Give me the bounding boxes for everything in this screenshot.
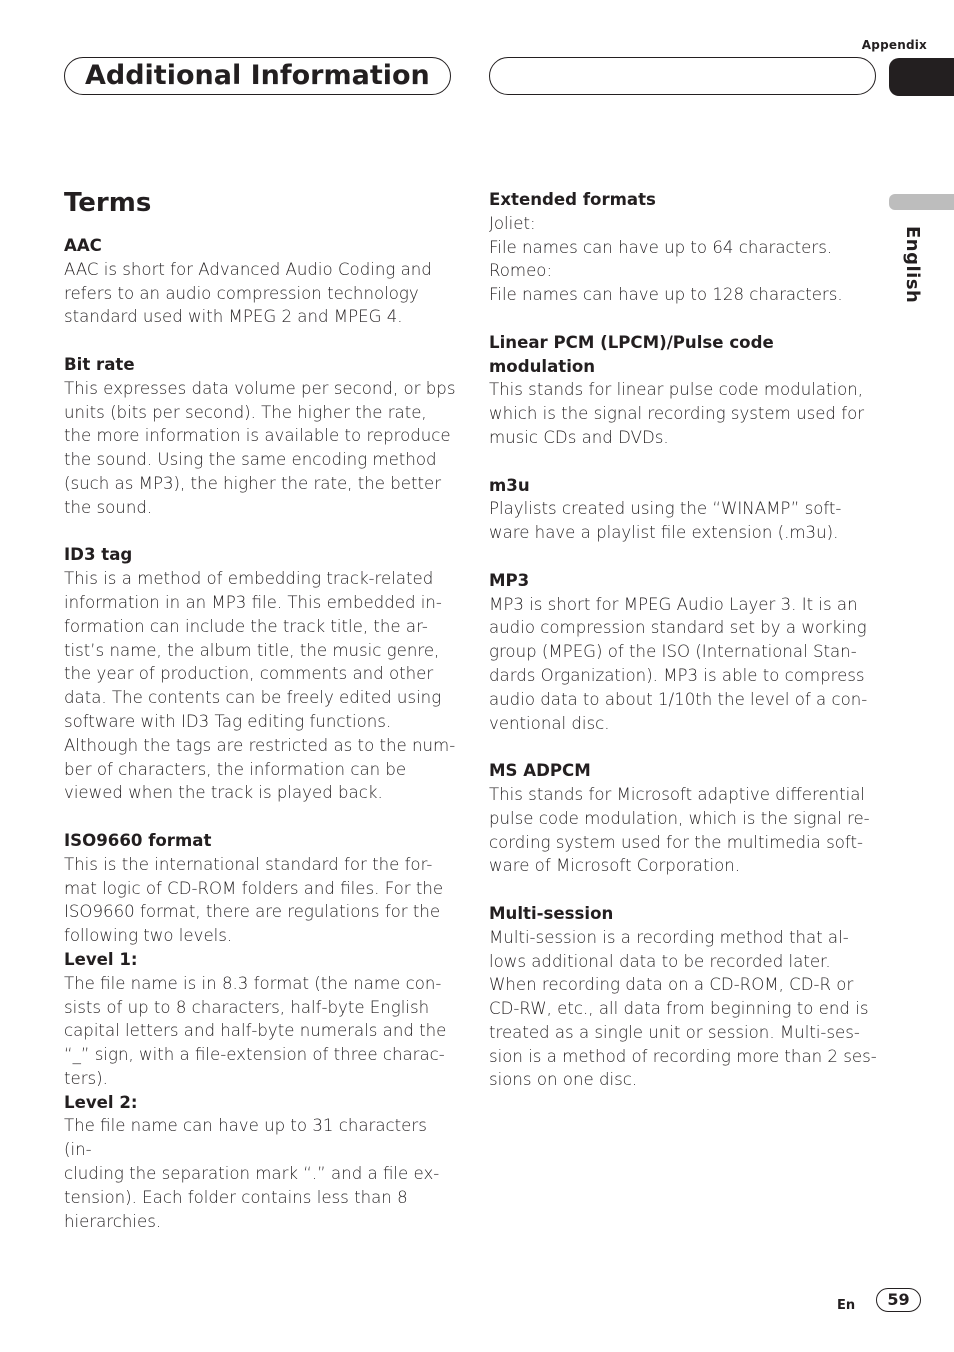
term-title: MP3 — [489, 570, 530, 590]
term-id3-tag — [64, 543, 456, 805]
term-title: Bit rate — [64, 354, 135, 374]
term-title: MS ADPCM — [489, 761, 591, 781]
term-text: Multi-session is a recording method that al- lows additional data to be recorded later. When recording data on a CD-ROM, CD-R or CD-RW, etc., all data from beginning to end is treated as a single unit or session. Multi-ses- sion is a method of recording more than 2 ses- sions on one disc. — [489, 927, 877, 1090]
section-title: Additional Information — [85, 60, 430, 91]
footer-language-code: En — [837, 1298, 856, 1313]
term-bit-rate — [64, 353, 456, 520]
term-text: This expresses data volume per second, or bps units (bits per second). The higher the rate, the more information is available to reproduce the sound. Using the same encoding method (such as MP3), the higher the rate, the better the sound. — [64, 378, 456, 517]
appendix-label: Appendix — [861, 38, 927, 52]
term-title: AAC — [64, 236, 102, 255]
term-mp3 — [489, 569, 881, 736]
term-title: Linear PCM (LPCM)/Pulse code modulation — [489, 332, 774, 376]
term-text: Playlists created using the “WINAMP” soft- ware have a playlist file extension (.m3u). — [489, 499, 842, 543]
term-m3u — [489, 474, 881, 545]
right-column — [489, 188, 881, 1116]
term-aac — [64, 234, 456, 329]
term-ms-adpcm — [489, 759, 881, 878]
term-extended-formats — [489, 188, 881, 307]
left-column — [64, 188, 456, 1257]
term-text: AAC is short for Advanced Audio Coding and refers to an audio compression technology standard used with MPEG 2 and MPEG 4. — [64, 259, 432, 327]
term-text: MP3 is short for MPEG Audio Layer 3. It is an audio compression standard set by a working group (MPEG) of the ISO (International Stan- dards Organization). MP3 is able to compress audio data to about 1/10th the level of a con- ventional disc. — [489, 594, 868, 733]
term-iso9660 — [64, 829, 456, 1234]
page-number: 59 — [876, 1288, 921, 1312]
header-empty-pill — [489, 57, 876, 95]
term-linear-pcm — [489, 331, 881, 450]
term-text: This is a method of embedding track-related information in an MP3 file. This embedded in- formation can include the track title, the ar- tist’s name, the album title, the music genre, the year of production, comments and other data. The contents can be freely edited using software with ID3 Tag editing functions. Although the tags are restricted as to the num- ber of characters, the information can be viewed when the track is played back. — [64, 569, 456, 803]
term-title: Extended formats — [489, 190, 656, 209]
term-text: Joliet: File names can have up to 64 characters. Romeo: File names can have up to 128 characters. — [489, 213, 843, 305]
term-multi-session — [489, 902, 881, 1092]
term-text: This stands for linear pulse code modulation, which is the signal recording system used for music CDs and DVDs. — [489, 380, 865, 447]
side-language-label: English — [902, 226, 923, 304]
level-2-title: Level 2: — [64, 1092, 138, 1112]
page-heading: Terms — [64, 188, 152, 218]
term-text: This stands for Microsoft adaptive differential pulse code modulation, which is the signal re- cording system used for the multimedia soft- ware of Microsoft Corporation. — [489, 784, 870, 876]
chapter-tab — [889, 58, 954, 96]
term-text: This is the international standard for the for- mat logic of CD-ROM folders and files. For the ISO9660 format, there are regulations for the following two levels. — [64, 854, 444, 946]
term-title: m3u — [489, 475, 530, 495]
language-tab — [889, 194, 954, 210]
level-1-text: The file name is in 8.3 format (the name con- sists of up to 8 characters, half-byte English capital letters and half-byte numerals and the “_” sign, with a file-extension of three charac- ters). — [64, 973, 447, 1088]
section-title-pill — [64, 57, 451, 95]
term-title: ISO9660 format — [64, 830, 212, 850]
level-2-text: The file name can have up to 31 characters (in- cluding the separation mark “.” and a file ex- tension). Each folder contains less than 8 hierarchies. — [64, 1116, 440, 1231]
term-title: ID3 tag — [64, 545, 133, 565]
term-title: Multi-session — [489, 903, 614, 923]
level-1-title: Level 1: — [64, 949, 138, 969]
